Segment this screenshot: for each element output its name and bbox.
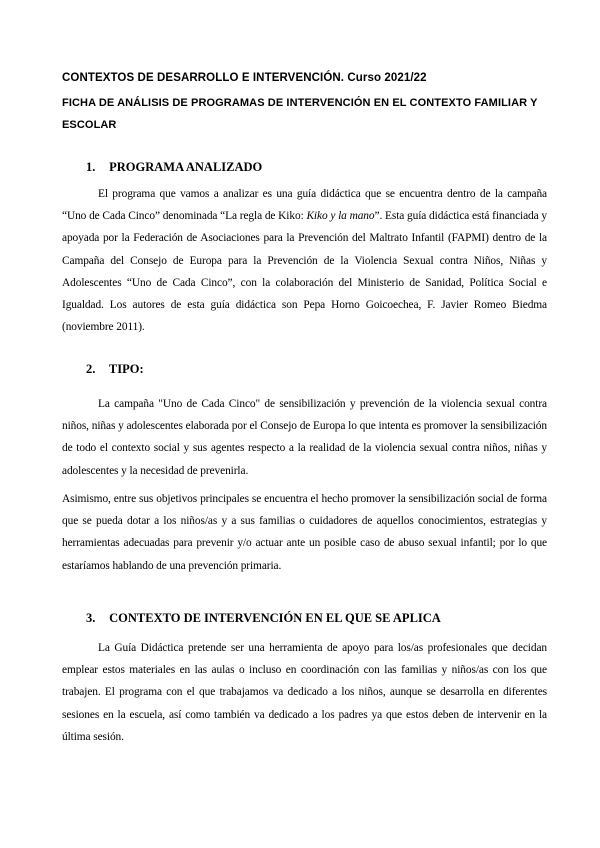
section-1-number: 1. bbox=[86, 160, 96, 174]
section-3-heading bbox=[86, 611, 546, 626]
section-3-paragraph: La Guía Didáctica pretende ser una herramienta de apoyo para los/as profesionales que decidan emplear estos materiales en las aulas o incluso en coordinación con las familias y niños/as con los que trabajen. El programa con el que trabajamos va dedicado a los niños, aunque se desarrolla en diferentes sesiones en la escuela, así como también va dedicado a los padres ya que estos deben de intervenir en la última sesión. bbox=[62, 642, 547, 743]
form-title: FICHA DE ANÁLISIS DE PROGRAMAS DE INTERVENCIÓN EN EL CONTEXTO FAMILIAR Y ESCOLAR bbox=[62, 97, 538, 131]
section-1-heading bbox=[86, 160, 546, 175]
section-1-text-b: ”. Esta guía didáctica está financiada y apoyada por la Federación de Asociaciones para la Prevención del Maltrato Infantil (FAPMI) dentro de la Campaña del Consejo de Europa para la Prevención de la Violencia Sexual contra Niños, Niñas y Adolescentes “Uno de Cada Cinco”, con la colaboración del Ministerio de Sanidad, Política Social e Igualdad. Los autores de esta guía didáctica son Pepa Horno Goicoechea, F. Javier Romeo Biedma (noviembre 2011). bbox=[62, 210, 547, 334]
section-3-title: CONTEXTO DE INTERVENCIÓN EN EL QUE SE APLICA bbox=[109, 611, 441, 625]
section-1-title: PROGRAMA ANALIZADO bbox=[109, 160, 263, 174]
course-header: CONTEXTOS DE DESARROLLO E INTERVENCIÓN. Curso 2021/22 bbox=[62, 72, 427, 84]
section-2-number: 2. bbox=[86, 362, 96, 376]
section-2-heading bbox=[86, 362, 546, 377]
section-2-title: TIPO: bbox=[108, 362, 144, 376]
section-3-number: 3. bbox=[86, 611, 96, 625]
section-2-paragraph-2: Asimismo, entre sus objetivos principales se encuentra el hecho promover la sensibilización social de forma que se pueda dotar a los niños/as y a sus familias o cuidadores de aquellos conocimientos, estrategias y herramientas adecuadas para prevenir y/o actuar ante un posible caso de abuso sexual infantil; por lo que estaríamos hablando de una prevención primaria. bbox=[62, 493, 547, 572]
section-1-italic-title: Kiko y la mano bbox=[306, 210, 375, 223]
section-2-paragraph-1: La campaña "Uno de Cada Cinco" de sensibilización y prevención de la violencia sexual contra niños, niñas y adolescentes elaborada por el Consejo de Europa lo que intenta es promover la sensibilización de todo el contexto social y sus agentes respecto a la realidad de la violencia sexual contra niños, niñas y adolescentes y la necesidad de prevenirla. bbox=[62, 398, 547, 477]
section-1-text-a: El programa que vamos a analizar es una guía didáctica que se encuentra dentro de la campaña “Uno de Cada Cinco” denominada “La regla de Kiko: bbox=[62, 188, 547, 223]
section-1-paragraph bbox=[62, 183, 547, 338]
